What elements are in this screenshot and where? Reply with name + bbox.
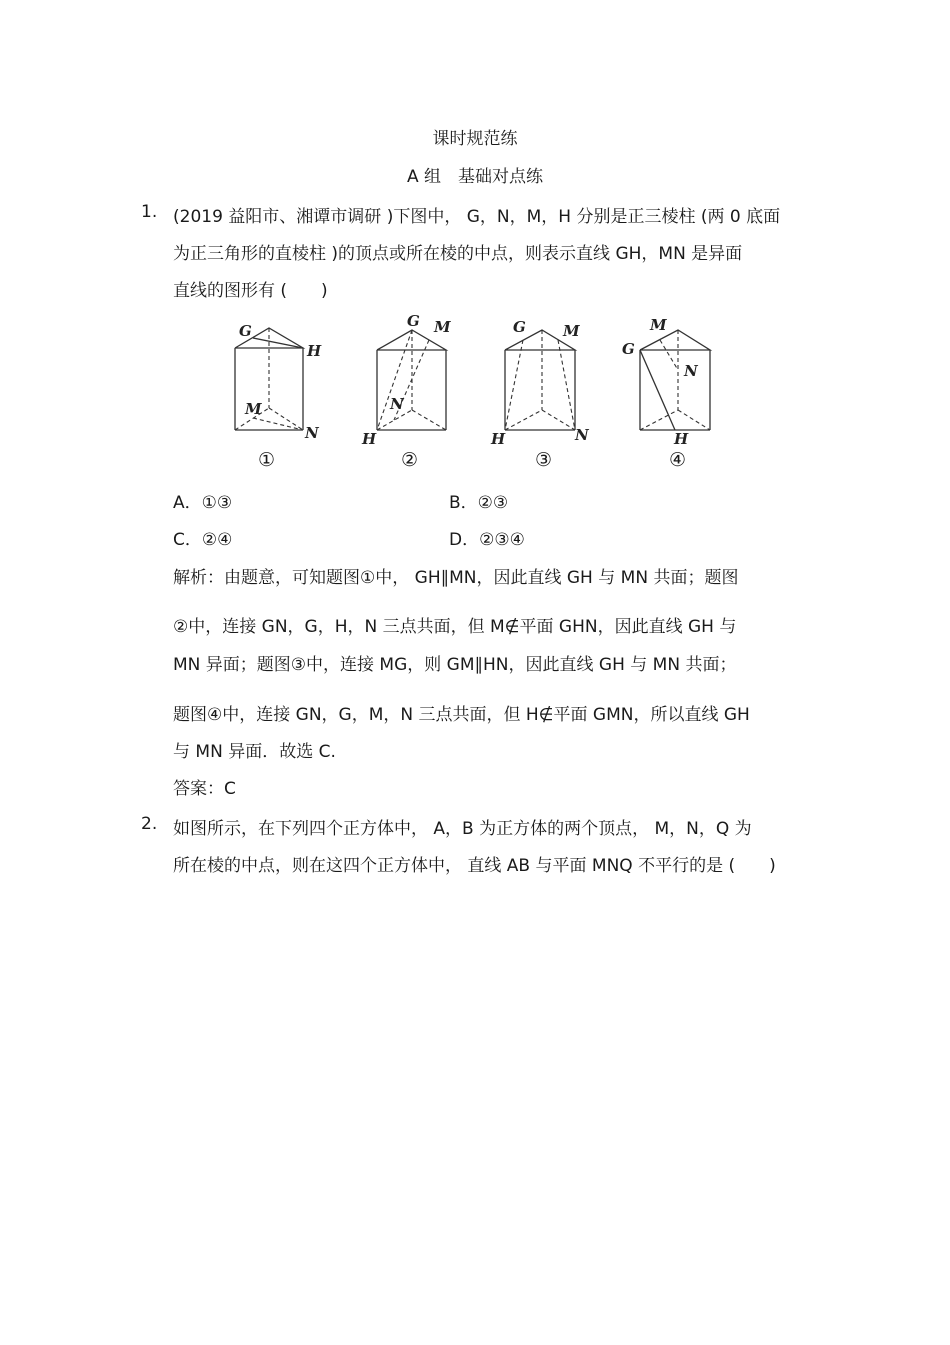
figure-1-point-h: H [307, 342, 322, 360]
figure-2-point-n: N [390, 395, 404, 413]
figure-3-point-m: M [563, 322, 580, 340]
question-1-line-1: (2019 益阳市、湘谭市调研 )下图中， G，N，M，H 分别是正三棱柱 (两 0 底面 [173, 207, 781, 227]
answer-line: 答案：C [173, 779, 236, 799]
figure-1-point-m: M [245, 400, 262, 418]
figure-2-point-g: G [407, 312, 420, 330]
option-b: B．②③ [449, 493, 509, 513]
analysis-line-1: 解析：由题意，可知题图①中， GH∥MN，因此直线 GH 与 MN 共面；题图 [173, 568, 739, 588]
option-a: A．①③ [173, 493, 233, 513]
question-1-line-3: 直线的图形有 ( ) [173, 281, 328, 301]
figure-2-point-m: M [434, 318, 451, 336]
figure-3-point-g: G [513, 318, 526, 336]
analysis-line-4: 题图④中，连接 GN，G，M，N 三点共面，但 H∉平面 GMN，所以直线 GH [173, 705, 750, 725]
option-d: D．②③④ [449, 530, 525, 550]
figure-1-point-g: G [239, 322, 252, 340]
question-1-number: 1. [141, 202, 158, 222]
option-c: C．②④ [173, 530, 233, 550]
figure-4-point-n: N [684, 362, 698, 380]
figure-4-point-g: G [622, 340, 635, 358]
figure-4-point-h: H [674, 430, 689, 448]
analysis-line-2: ②中，连接 GN，G，H，N 三点共面，但 M∉平面 GHN，因此直线 GH 与 [173, 617, 737, 637]
figure-3-point-n: N [575, 426, 589, 444]
section-heading: A 组 基础对点练 [406, 167, 544, 187]
figure-1-label: ① [258, 449, 276, 471]
figure-1-prism [225, 310, 335, 440]
figure-3-label: ③ [535, 449, 553, 471]
figure-4-point-m: M [650, 316, 667, 334]
figure-1-point-n: N [305, 424, 319, 440]
figure-4-prism [620, 310, 730, 450]
figure-3-prism [487, 310, 597, 450]
analysis-line-5: 与 MN 异面．故选 C. [173, 742, 336, 762]
figure-2-point-h: H [362, 430, 377, 448]
question-2-number: 2. [141, 814, 158, 834]
question-2-line-1: 如图所示，在下列四个正方体中， A，B 为正方体的两个顶点， M，N，Q 为 [173, 819, 752, 839]
question-2-line-2: 所在棱的中点，则在这四个正方体中， 直线 AB 与平面 MNQ 不平行的是 ( ) [173, 856, 776, 876]
question-1-line-2: 为正三角形的直棱柱 )的顶点或所在棱的中点，则表示直线 GH，MN 是异面 [173, 244, 743, 264]
figure-2-label: ② [401, 449, 419, 471]
figure-4-label: ④ [669, 449, 687, 471]
figure-2-prism [360, 310, 470, 450]
page-title: 课时规范练 [432, 129, 518, 149]
analysis-line-3: MN 异面；题图③中，连接 MG，则 GM∥HN，因此直线 GH 与 MN 共面； [173, 655, 737, 675]
figure-3-point-h: H [491, 430, 506, 448]
